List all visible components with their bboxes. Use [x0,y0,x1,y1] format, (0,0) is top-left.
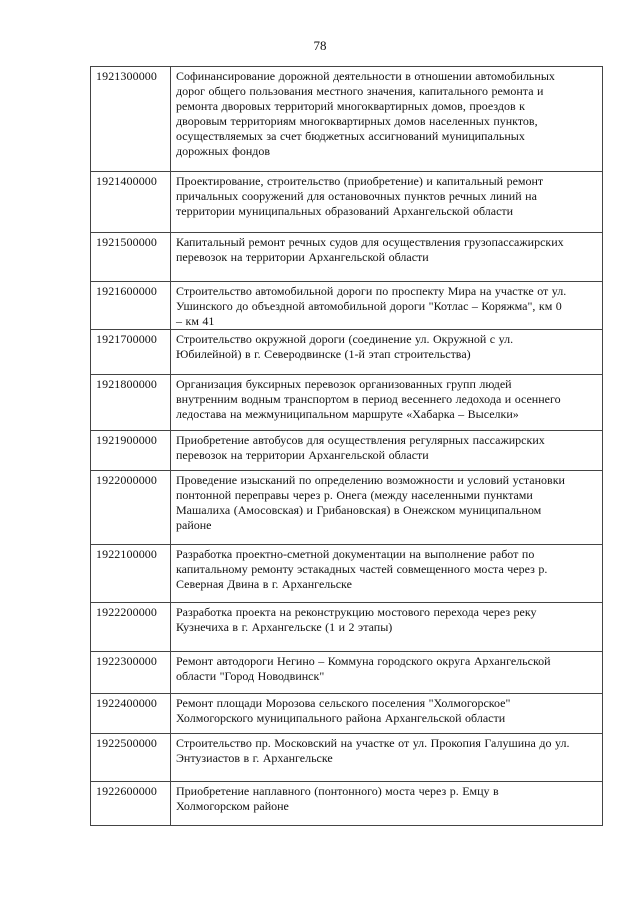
row-name [171,375,603,431]
table-row [91,545,603,603]
row-name-line: Ушинского до объездной автомобильной дороги "Котлас – Коряжма", км 0 [176,299,562,313]
row-name-line: Ремонт автодороги Негино – Коммуна городского округа Архангельской [176,654,551,668]
row-name-line: Строительство окружной дороги (соединение ул. Окружной с ул. [176,332,514,346]
table-row [91,431,603,471]
row-code: 1922200000 [91,603,171,652]
row-code: 1921300000 [91,67,171,172]
table-row [91,330,603,375]
row-name-line: Капитальный ремонт речных судов для осуществления грузопассажирских [176,235,564,249]
row-name-line: Ремонт площади Морозова сельского поселения "Холмогорское" [176,696,511,710]
table-row [91,172,603,233]
row-name-line: Софинансирование дорожной деятельности в отношении автомобильных [176,69,555,83]
row-name-line: дорог общего пользования местного значения, капитального ремонта и [176,84,544,98]
table-row [91,471,603,545]
row-name-line: причальных сооружений для остановочных пунктов речных линий на [176,189,537,203]
row-name [171,67,603,172]
row-name-line: Юбилейной) в г. Северодвинске (1-й этап строительства) [176,347,471,361]
row-name-line: – км 41 [176,314,215,328]
row-name-line: Строительство автомобильной дороги по проспекту Мира на участке от ул. [176,284,567,298]
row-code: 1922500000 [91,734,171,782]
row-name [171,603,603,652]
table-row [91,603,603,652]
row-name-line: осуществляемых за счет бюджетных ассигнований муниципальных [176,129,525,143]
row-name-line: перевозок на территории Архангельской области [176,448,429,462]
row-name-line: Приобретение наплавного (понтонного) моста через р. Емцу в [176,784,499,798]
row-name [171,652,603,694]
row-name-line: дворовым территориям многоквартирных домов населенных пунктов, [176,114,538,128]
row-name-line: внутренним водным транспортом в период весеннего ледохода и осеннего [176,392,561,406]
table-row [91,652,603,694]
row-name-line: капитальному ремонту эстакадных частей совмещенного моста через р. [176,562,548,576]
row-code: 1922100000 [91,545,171,603]
table-row [91,694,603,734]
row-name-line: Северная Двина в г. Архангельске [176,577,352,591]
row-name-line: ремонта дворовых территорий многоквартирных домов, проездов к [176,99,525,113]
row-name-line: Строительство пр. Московский на участке от ул. Прокопия Галушина до ул. [176,736,570,750]
row-name [171,471,603,545]
row-name [171,330,603,375]
page-number: 78 [313,38,327,53]
row-name-line: Организация буксирных перевозок организованных групп людей [176,377,512,391]
row-name [171,545,603,603]
row-name-line: Разработка проекта на реконструкцию мостового перехода через реку [176,605,537,619]
row-name [171,172,603,233]
row-name-line: понтонной переправы через р. Онега (между населенными пунктами [176,488,533,502]
row-name-line: перевозок на территории Архангельской области [176,250,429,264]
table-row [91,782,603,826]
table-row [91,233,603,282]
row-name-line: Машалиха (Амосовская) и Грибановская) в Онежском муниципальном [176,503,542,517]
row-name [171,694,603,734]
row-name-line: Проведение изысканий по определению возможности и условий установки [176,473,565,487]
row-name-line: Приобретение автобусов для осуществления регулярных пассажирских [176,433,545,447]
row-code: 1921400000 [91,172,171,233]
row-code: 1921600000 [91,282,171,330]
row-code: 1922400000 [91,694,171,734]
row-name [171,431,603,471]
row-code: 1921800000 [91,375,171,431]
row-code: 1922000000 [91,471,171,545]
row-code: 1921500000 [91,233,171,282]
row-name-line: территории муниципальных образований Архангельской области [176,204,514,218]
row-code: 1921700000 [91,330,171,375]
row-name [171,734,603,782]
row-name-line: области "Город Новодвинск" [176,669,325,683]
row-name-line: Холмогорском районе [176,799,289,813]
row-name-line: Кузнечиха в г. Архангельске (1 и 2 этапы) [176,620,393,634]
table-row [91,282,603,330]
table-row [91,734,603,782]
budget-classification-table [90,66,603,826]
row-name [171,282,603,330]
row-name-line: Проектирование, строительство (приобретение) и капитальный ремонт [176,174,544,188]
row-name-line: Разработка проектно-сметной документации на выполнение работ по [176,547,535,561]
row-code: 1921900000 [91,431,171,471]
row-name-line: Энтузиастов в г. Архангельске [176,751,333,765]
row-name [171,782,603,826]
table-row [91,375,603,431]
row-name [171,233,603,282]
row-code: 1922300000 [91,652,171,694]
table-row [91,67,603,172]
row-name-line: дорожных фондов [176,144,271,158]
row-name-line: районе [176,518,212,532]
row-code: 1922600000 [91,782,171,826]
row-name-line: ледостава на межмуниципальном маршруте «Хабарка – Выселки» [176,407,519,421]
row-name-line: Холмогорского муниципального района Архангельской области [176,711,506,725]
